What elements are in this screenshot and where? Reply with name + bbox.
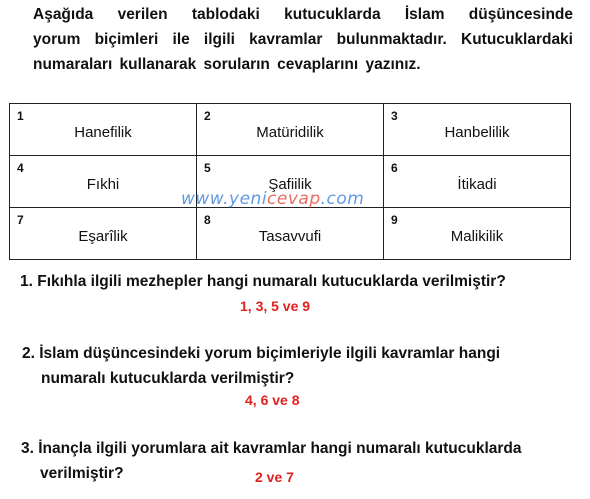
- question-1: [20, 269, 506, 294]
- watermark-part-2: cevap: [267, 189, 321, 209]
- instructions-paragraph: [33, 2, 573, 77]
- cell-number: 7: [17, 213, 24, 227]
- cell-number: 2: [204, 109, 211, 123]
- question-2: [22, 341, 500, 391]
- cell-term: Malikilik: [450, 228, 504, 245]
- table-cell-3: [384, 104, 571, 156]
- table-row: [10, 156, 571, 208]
- table-cell-8: [197, 208, 384, 260]
- cell-term: Hanbelilik: [444, 124, 510, 141]
- table-row: [10, 104, 571, 156]
- answer-2: 4, 6 ve 8: [245, 392, 300, 408]
- cell-term: Hanefilik: [74, 124, 132, 141]
- table-cell-7: [10, 208, 197, 260]
- question-1-line-1: 1. Fıkıhla ilgili mezhepler hangi numaralı kutucuklarda verilmiştir?: [20, 273, 506, 290]
- table-row: [10, 208, 571, 260]
- table-cell-9: [384, 208, 571, 260]
- cell-term: Şafiilik: [268, 176, 312, 193]
- watermark-part-3: .com: [320, 189, 365, 209]
- table-cell-5: [197, 156, 384, 208]
- instructions-line-1: Aşağıda verilen tablodaki kutucuklarda İslam düşüncesinde: [33, 6, 573, 23]
- cell-number: 3: [391, 109, 398, 123]
- answer-3: 2 ve 7: [255, 469, 294, 485]
- cell-term: Eşarîlik: [78, 228, 128, 245]
- cell-term: Tasavvufi: [258, 228, 322, 245]
- question-2-line-1: 2. İslam düşüncesindeki yorum biçimleriyle ilgili kavramlar hangi: [22, 345, 501, 362]
- watermark-part-1: www.yeni: [181, 189, 268, 209]
- answer-1: 1, 3, 5 ve 9: [240, 298, 311, 314]
- table-cell-4: [10, 156, 197, 208]
- question-3-line-1: 3. İnançla ilgili yorumlara ait kavramlar hangi numaralı kutucuklarda: [21, 440, 522, 457]
- question-2-line-2: numaralı kutucuklarda verilmiştir?: [41, 370, 295, 387]
- table-cell-1: [10, 104, 197, 156]
- cell-number: 6: [391, 161, 398, 175]
- cell-term: Matüridilik: [256, 124, 324, 141]
- concept-table: [9, 103, 571, 260]
- table-cell-2: [197, 104, 384, 156]
- instructions-line-3: numaraları kullanarak soruların cevaplarını yazınız.: [33, 56, 421, 73]
- instructions-line-2: yorum biçimleri ile ilgili kavramlar bulunmaktadır. Kutucuklardaki: [33, 31, 573, 48]
- cell-number: 4: [17, 161, 24, 175]
- cell-term: Fıkhi: [86, 176, 120, 193]
- cell-number: 9: [391, 213, 398, 227]
- question-3-line-2: verilmiştir?: [40, 465, 124, 482]
- cell-term: İtikadi: [457, 176, 497, 193]
- cell-number: 1: [17, 109, 24, 123]
- table-cell-6: [384, 156, 571, 208]
- cell-number: 5: [204, 161, 211, 175]
- cell-number: 8: [204, 213, 211, 227]
